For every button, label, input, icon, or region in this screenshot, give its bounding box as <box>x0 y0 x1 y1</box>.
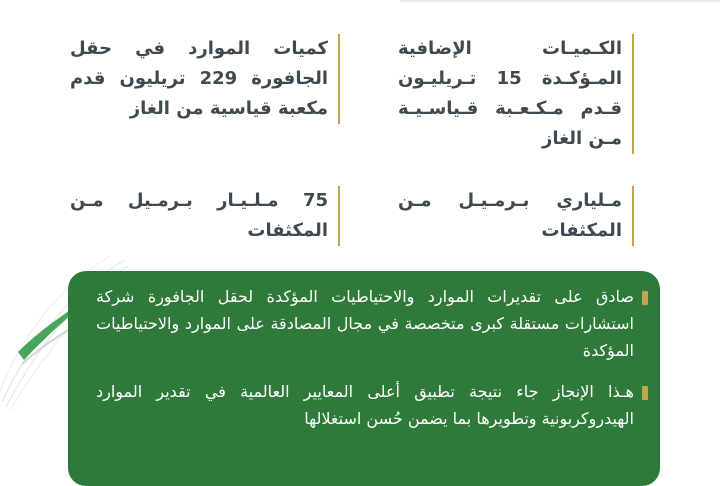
stat-jafurah-gas-resources: كميات الموارد في حقل الجافورة 229 تريليون قدم مكعبة قياسية من الغاز <box>70 34 340 124</box>
stat-condensates-two-billion: مـلياري بـرمـيـل مـن المكثفات <box>398 186 634 246</box>
list-item <box>96 378 648 432</box>
fact-text: هـذا الإنجاز جاء نتيجة تطبيق أعلى المعايير العالمية في تقدير الموارد الهيدروكربونية وتطويرها بما يضمن حُسن استغلالها <box>96 382 634 428</box>
bullet-marker <box>642 291 648 305</box>
stat-additional-confirmed-gas: الكـميـات الإضافية المـؤكـدة 15 تـريليـون قـدم مـكـعـبة قـياسـيـة مـن الغاز <box>398 34 634 154</box>
key-facts-card <box>68 271 660 486</box>
top-divider <box>400 0 720 2</box>
list-item <box>96 283 648 364</box>
stat-condensates-75-billion: 75 مـلـيـار بـرمـيل مـن المكثفات <box>70 186 340 246</box>
fact-text: صادق على تقديرات الموارد والاحتياطيات المؤكدة لحقل الجافورة شركة استشارات مستقلة كبرى متخصصة في مجال المصادقة على الموارد والاحتياطيات المؤكدة <box>96 287 634 360</box>
bullet-marker <box>642 386 648 400</box>
